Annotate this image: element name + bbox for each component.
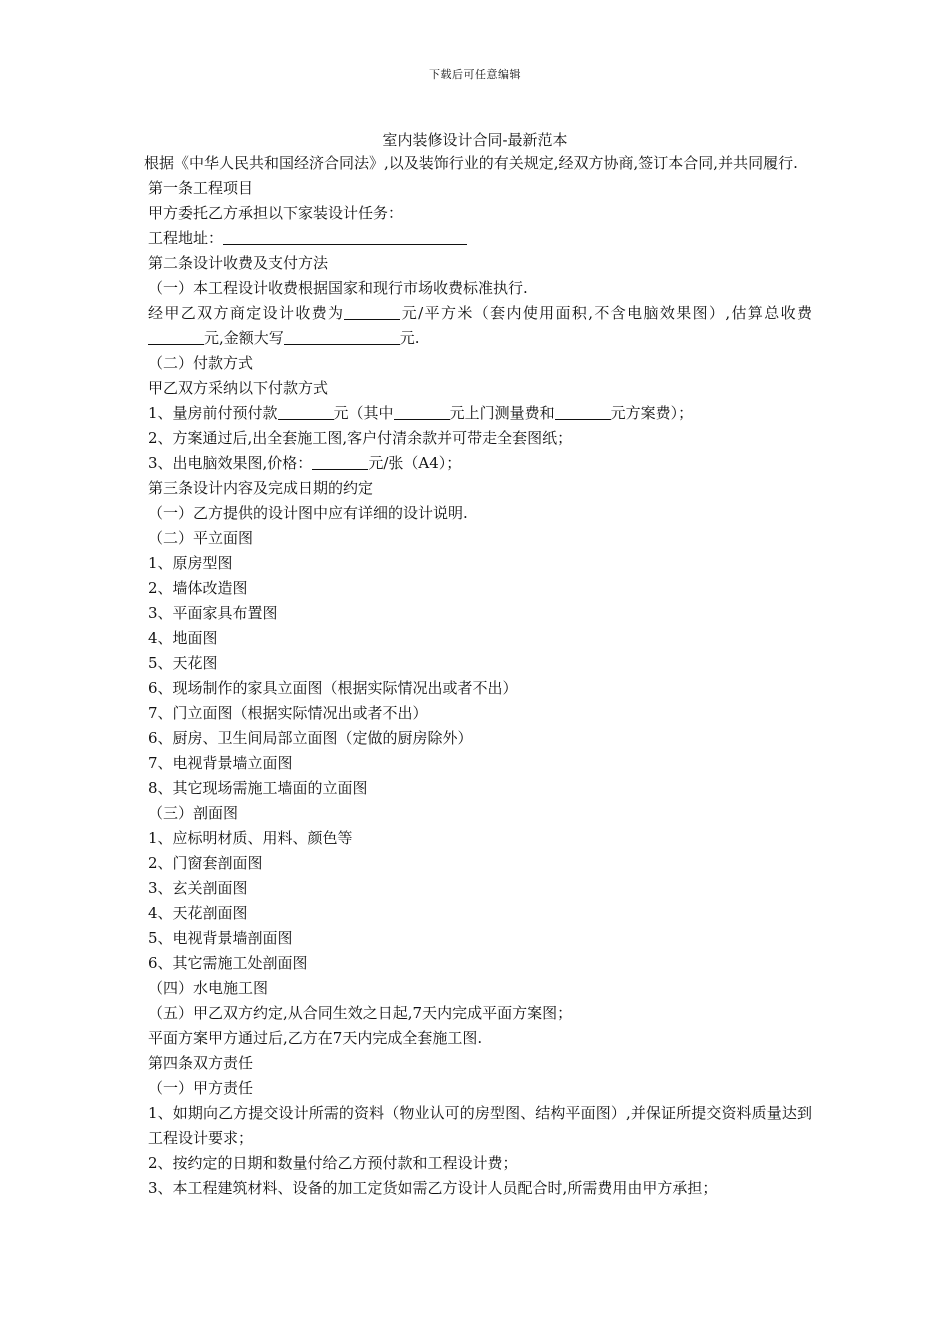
pay1-text-d: 元方案费）； [610,404,694,422]
pay3-text-b: 元/张（A4）； [368,454,462,472]
pay1-text-c: 元上门测量费和 [449,404,555,422]
list-item: 6、厨房、卫生间局部立面图（定做的厨房除外） [148,729,473,747]
fee-text-d: 元. [399,329,420,347]
fee-total-blank[interactable] [148,329,204,345]
fee-text-c: 元,金额大写 [204,329,284,347]
plan-fee-blank[interactable] [555,404,611,420]
address-line [144,226,812,251]
fee-paragraph [144,301,812,351]
fee-text-a: 经甲乙双方商定设计收费为 [148,304,345,322]
list-item: 2、门窗套剖面图 [148,854,263,872]
pay3-text-a: 3、出电脑效果图,价格： [148,454,313,472]
list-item: 3、本工程建筑材料、设备的加工定货如需乙方设计人员配合时,所需费用由甲方承担； [148,1179,718,1197]
list-item: 1、如期向乙方提交设计所需的资料（物业认可的房型图、结构平面图）,并保证所提交资料质量达到工程设计要求； [148,1104,812,1147]
render-price-blank[interactable] [312,454,368,470]
article-3-p4: （四）水电施工图 [148,979,269,997]
list-item: 2、墙体改造图 [148,579,248,597]
list-item: 2、按约定的日期和数量付给乙方预付款和工程设计费； [148,1154,518,1172]
article-3-p2: （二）平立面图 [148,529,254,547]
article-2-heading: 第二条设计收费及支付方法 [148,254,329,272]
address-label: 工程地址： [148,229,224,247]
list-item: 7、电视背景墙立面图 [148,754,293,772]
preamble-paragraph: 根据《中华人民共和国经济合同法》,以及装饰行业的有关规定,经双方协商,签订本合同,并共同履行. [144,154,798,172]
article-3-heading: 第三条设计内容及完成日期的约定 [148,479,374,497]
article-2-p1: （一）本工程设计收费根据国家和现行市场收费标准执行. [148,279,528,297]
list-item: 1、原房型图 [148,554,233,572]
fee-text-b: 元/平方米（套内使用面积,不含电脑效果图）,估算总收费 [400,304,812,322]
document-title: 室内装修设计合同-最新范本 [382,131,568,149]
list-item: 6、其它需施工处剖面图 [148,954,308,972]
list-item: 3、玄关剖面图 [148,879,248,897]
list-item: 4、地面图 [148,629,218,647]
fee-rate-blank[interactable] [344,304,400,320]
list-item: 4、天花剖面图 [148,904,248,922]
prepay-blank[interactable] [278,404,334,420]
fee-words-blank[interactable] [284,329,400,345]
article-3-p1: （一）乙方提供的设计图中应有详细的设计说明. [148,504,468,522]
payment-item-1 [144,401,812,426]
list-item: 6、现场制作的家具立面图（根据实际情况出或者不出） [148,679,518,697]
list-item: 7、门立面图（根据实际情况出或者不出） [148,704,428,722]
article-4-p1: （一）甲方责任 [148,1079,254,1097]
article-1-heading: 第一条工程项目 [148,179,254,197]
pay1-text-a: 1、量房前付预付款 [148,404,278,422]
list-item: 1、应标明材质、用料、颜色等 [148,829,353,847]
article-3-p6: 平面方案甲方通过后,乙方在7天内完成全套施工图. [148,1029,483,1047]
article-1-line: 甲方委托乙方承担以下家装设计任务： [148,204,404,222]
list-item: 5、天花图 [148,654,218,672]
contract-body [144,151,812,1201]
article-3-p3: （三）剖面图 [148,804,239,822]
pay1-text-b: 元（其中 [333,404,394,422]
header-note: 下载后可任意编辑 [429,68,521,81]
article-3-p5: （五）甲乙双方约定,从合同生效之日起,7天内完成平面方案图； [148,1004,573,1022]
list-item: 8、其它现场需施工墙面的立面图 [148,779,368,797]
payment-item-3 [144,451,812,476]
payment-item-2: 2、方案通过后,出全套施工图,客户付清余款并可带走全套图纸； [148,429,573,447]
article-2-p3: 甲乙双方采纳以下付款方式 [148,379,329,397]
survey-fee-blank[interactable] [394,404,450,420]
list-item: 5、电视背景墙剖面图 [148,929,293,947]
article-4-heading: 第四条双方责任 [148,1054,254,1072]
list-item: 3、平面家具布置图 [148,604,278,622]
article-2-p2: （二）付款方式 [148,354,254,372]
address-blank[interactable] [223,229,467,245]
